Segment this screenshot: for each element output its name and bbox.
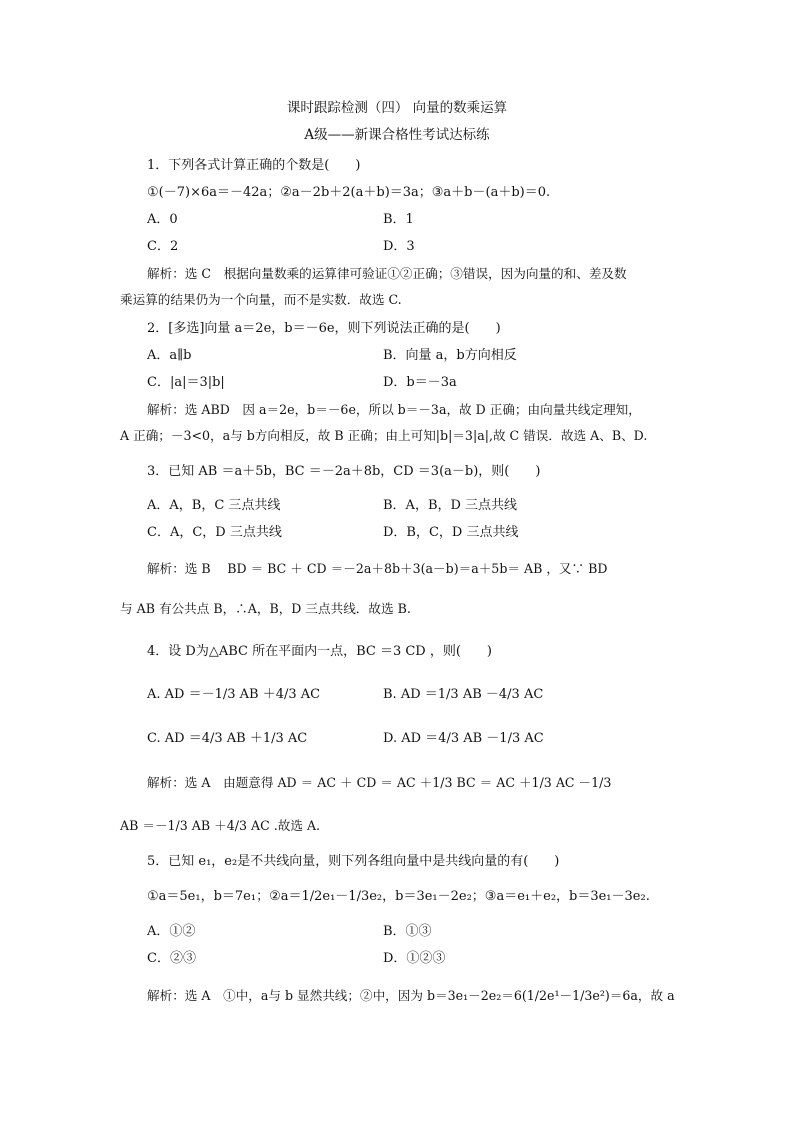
q3-option-d: D．B，C，D 三点共线 xyxy=(383,525,519,540)
q2-option-b: B．向量 a，b方向相反 xyxy=(383,348,517,363)
q3-option-c: C．A，C，D 三点共线 xyxy=(147,525,282,540)
q2-explanation: 解析：选 ABD 因 a＝2e，b＝－6e，所以 b＝－3a，故 D 正确；由向量共线定理知， xyxy=(147,402,641,417)
q3-option-b: B．A，B，D 三点共线 xyxy=(383,498,518,513)
q1-explanation: 解析：选 C 根据向量数乘的运算律可验证①②正确；③错误，因为向量的和、差及数 xyxy=(147,266,627,281)
q2-option-d: D．b＝－3a xyxy=(383,375,457,390)
q1-option-b: B．1 xyxy=(383,212,414,227)
q1-option-c: C．2 xyxy=(147,239,179,254)
q4-option-a: A. AD ＝－1/3 AB ＋4/3 AC xyxy=(147,687,321,702)
q4-explanation: 解析：选 A 由题意得 AD ＝ AC ＋ CD ＝ AC ＋1/3 BC ＝ AC ＋1/3 AC －1/3 xyxy=(147,775,612,790)
question-2-stem: 2．[多选]向量 a＝2e，b＝－6e，则下列说法正确的是( ) xyxy=(147,321,501,336)
q1-option-a: A．0 xyxy=(147,212,178,227)
question-1-stem: 1．下列各式计算正确的个数是( ) xyxy=(147,158,361,173)
q4-explanation-cont: AB ＝－1/3 AB ＋4/3 AC .故选 A. xyxy=(120,818,321,833)
q4-option-c: C. AD ＝4/3 AB ＋1/3 AC xyxy=(147,731,308,746)
section-subtitle: A级——新课合格性考试达标练 xyxy=(304,127,490,143)
q5-option-d: D．①②③ xyxy=(383,951,446,966)
q1-option-d: D．3 xyxy=(383,239,415,254)
page-title: 课时跟踪检测（四） 向量的数乘运算 xyxy=(286,100,508,116)
question-1-formula: ①(－7)×6a＝－42a；②a－2b＋2(a＋b)＝3a；③a＋b－(a＋b)＝0. xyxy=(147,185,551,200)
question-5-formula: ①a＝5e₁，b＝7e₁；②a＝1/2e₁－1/3e₂，b＝3e₁－2e₂；③a＝e₁＋e₂，b＝3e₁－3e₂. xyxy=(147,889,650,904)
q5-option-b: B．①③ xyxy=(383,924,432,939)
q5-option-c: C．②③ xyxy=(147,951,196,966)
q5-explanation: 解析：选 A ①中，a与 b 显然共线；②中，因为 b＝3e₁－2e₂＝6(1/2e¹－1/3e²)＝6a，故 a xyxy=(147,988,675,1003)
q3-explanation-cont: 与 AB 有公共点 B，∴A，B，D 三点共线．故选 B. xyxy=(120,601,411,616)
q2-option-a: A．a∥b xyxy=(147,348,192,363)
q5-option-a: A．①② xyxy=(147,924,196,939)
question-5-stem: 5．已知 e₁，e₂是不共线向量，则下列各组向量中是共线向量的有( ) xyxy=(147,854,560,869)
q2-explanation-cont: A 正确；－3<0，a与 b方向相反，故 B 正确；由上可知|b|＝3|a|,故 C 错误．故选 A、B、D. xyxy=(120,428,648,443)
q3-explanation: 解析：选 B BD ＝ BC ＋ CD ＝－2a＋8b＋3(a－b)＝a＋5b＝ AB ，又∵ BD xyxy=(147,561,608,576)
q4-option-d: D. AD ＝4/3 AB －1/3 AC xyxy=(383,731,544,746)
question-4-stem: 4．设 D为△ABC 所在平面内一点，BC ＝3 CD ，则( ) xyxy=(147,644,493,659)
q2-option-c: C．|a|＝3|b| xyxy=(147,375,225,390)
q4-option-b: B. AD ＝1/3 AB －4/3 AC xyxy=(383,687,544,702)
q1-explanation-cont: 乘运算的结果仍为一个向量，而不是实数．故选 C. xyxy=(120,292,402,307)
question-3-stem: 3．已知 AB ＝a＋5b，BC ＝－2a＋8b，CD ＝3(a－b)，则( ) xyxy=(147,464,541,479)
q3-option-a: A．A，B，C 三点共线 xyxy=(147,498,281,513)
